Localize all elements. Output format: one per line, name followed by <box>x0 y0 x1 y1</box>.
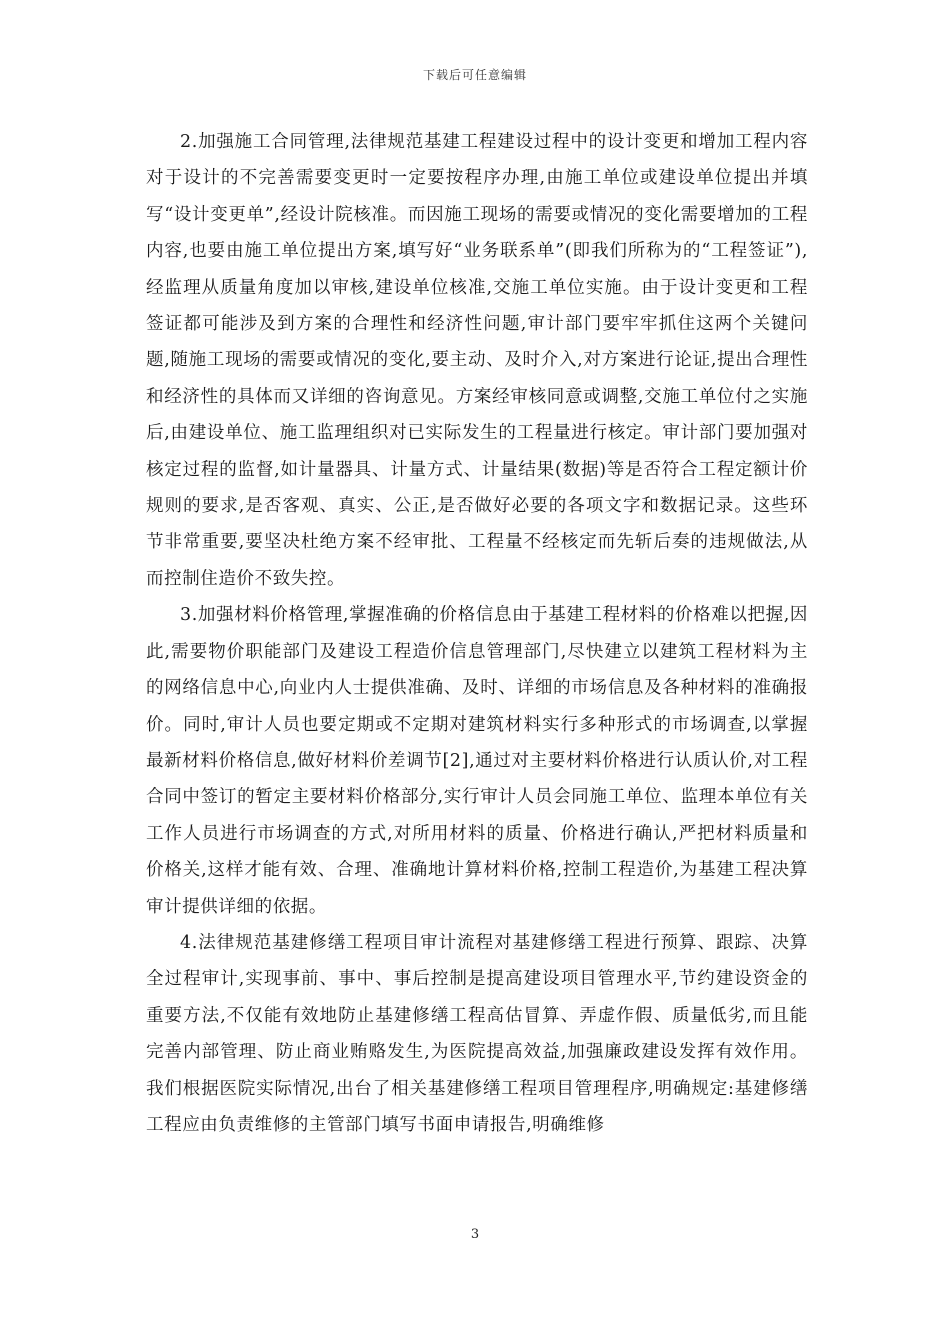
paragraph-material-price-management: 3.加强材料价格管理,掌握准确的价格信息由于基建工程材料的价格难以把握,因此,需要物价职能部门及建设工程造价信息管理部门,尽快建立以建筑工程材料为主的网络信息中心,向业内人士提供准确、及时、详细的市场信息及各种材料的准确报价。同时,审计人员也要定期或不定期对建筑材料实行多种形式的市场调查,以掌握最新材料价格信息,做好材料价差调节[2],通过对主要材料价格进行认质认价,对工程合同中签订的暂定主要材料价格部分,实行审计人员会同施工单位、监理本单位有关工作人员进行市场调查的方式,对所用材料的质量、价格进行确认,严把材料质量和价格关,这样才能有效、合理、准确地计算材料价格,控制工程造价,为基建工程决算审计提供详细的依据。 <box>146 605 808 917</box>
body-text <box>146 124 808 1143</box>
paragraph-audit-process: 4.法律规范基建修缮工程项目审计流程对基建修缮工程进行预算、跟踪、决算全过程审计,实现事前、事中、事后控制是提高建设项目管理水平,节约建设资金的重要方法,不仅能有效地防止基建修缮工程高估冒算、弄虚作假、质量低劣,而且能完善内部管理、防止商业贿赂发生,为医院提高效益,加强廉政建设发挥有效作用。我们根据医院实际情况,出台了相关基建修缮工程项目管理程序,明确规定:基建修缮工程应由负责维修的主管部门填写书面申请报告,明确维修 <box>146 932 808 1135</box>
page-header: 下载后可任意编辑 <box>422 68 527 82</box>
page-number: 3 <box>470 1227 480 1242</box>
paragraph-contract-management: 2.加强施工合同管理,法律规范基建工程建设过程中的设计变更和增加工程内容对于设计的不完善需要变更时一定要按程序办理,由施工单位或建设单位提出并填写“设计变更单”,经设计院核准。而因施工现场的需要或情况的变化需要增加的工程内容,也要由施工单位提出方案,填写好“业务联系单”(即我们所称为的“工程签证”),经监理从质量角度加以审核,建设单位核准,交施工单位实施。由于设计变更和工程签证都可能涉及到方案的合理性和经济性问题,审计部门要牢牢抓住这两个关键问题,随施工现场的需要或情况的变化,要主动、及时介入,对方案进行论证,提出合理性和经济性的具体而又详细的咨询意见。方案经审核同意或调整,交施工单位付之实施后,由建设单位、施工监理组织对已实际发生的工程量进行核定。审计部门要加强对核定过程的监督,如计量器具、计量方式、计量结果(数据)等是否符合工程定额计价规则的要求,是否客观、真实、公正,是否做好必要的各项文字和数据记录。这些环节非常重要,要坚决杜绝方案不经审批、工程量不经核定而先斩后奏的违规做法,从而控制住造价不致失控。 <box>146 132 808 589</box>
